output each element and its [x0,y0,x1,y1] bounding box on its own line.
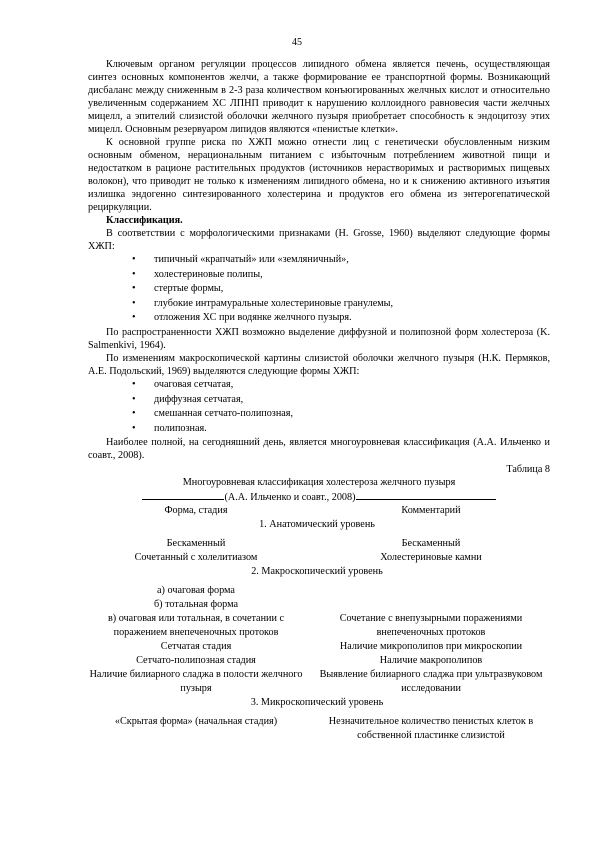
table-row [82,654,552,668]
table-cell-form: «Скрытая форма» (начальная стадия) [114,716,278,728]
table-cell-comment: Холестериновые камни [380,552,482,564]
table-cell-comment [310,584,552,598]
column-header-form: Форма, стадия [164,505,228,517]
paragraph-risk-group: К основной группе риска по ХЖП можно отнести лиц с генетически обусловленным низким основным обменом, нерациональным питанием с избыточным потреблением животной пищи и недостатком в рационе растительных продуктов (источников нерастворимых и растворимых пищевых волокон), что приводит не только к изменениям липидного обмена, но и к снижению активного изъятия излишка эндогенно синтезированного холестерина и продуктов его обмена из энтерогепатической рециркуляции. [88,137,550,213]
table-header-row [82,504,552,518]
table-row [82,598,552,612]
table-cell-form: б) тотальная форма [153,599,239,611]
table-row [82,584,552,598]
paragraph-salmenkivi: По распространенности ХЖП возможно выделение диффузной и полипозной форм холестероза (K. Salmenkivi, 1964). [88,326,550,351]
list-item: • диффузная сетчатая, [154,393,550,408]
page-content [88,58,550,743]
table-cell-form: в) очаговая или тотальная, в сочетании с поражением внепеченочных протоков [107,613,285,639]
table-label: Таблица 8 [506,464,550,476]
section-microscopic-level: 3. Микроскопический уровень [250,697,384,709]
list-item: • стертые формы, [154,282,550,297]
table-cell-form: Сетчато-полипозная стадия [136,655,256,667]
list-item: • полипозная. [154,422,550,437]
table-cell-comment: Незначительное количество пенистых клеток в собственной пластинке слизистой [328,716,534,742]
caption-rule-right [356,489,496,500]
table-cell-comment: Выявление билиарного сладжа при ультразвуковом исследовании [319,669,543,695]
paragraph-ilchenko: Наиболее полной, на сегодняшний день, является многоуровневая классификация (А.А. Ильченко и соавт., 2008). [88,437,550,462]
caption-rule-left [142,489,224,500]
table-cell-comment: Наличие макрополипов [379,655,483,667]
table-cell-form: Бескаменный [166,538,226,550]
section-heading-classification: Классификация. [106,215,183,226]
list-item: • смешанная сетчато-полипозная, [154,407,550,422]
column-header-comment: Комментарий [401,505,461,517]
list-item: • очаговая сетчатая, [154,378,550,393]
table-cell-form: Сочетанный с холелитиазом [134,552,258,564]
table-cell-comment: Сочетание с внепузырными поражениями внепеченочных протоков [339,613,523,639]
paragraph-grosse-intro: В соответствии с морфологическими признаками (H. Grosse, 1960) выделяют следующие формы ХЖП: [88,228,550,252]
classification-table [82,504,552,743]
section-macroscopic-level: 2. Макроскопический уровень [251,566,383,578]
paragraph-lipid-regulation: Ключевым органом регуляции процессов липидного обмена является печень, осуществляющая синтез основных компонентов желчи, а также формирование ее транспортной формы. Возникающий дисбаланс между сниженным в 2-3 раза количеством конъюгированных желчных кислот и относительно увеличенным содержанием ХС ЛПНП приводит к нарушению коллоидного равновесия части желчных мицелл, а эпителий слизистой оболочки желчного пузыря приобретает способность к эндоцитозу этих мицелл. Основным резервуаром липидов являются «пенистые клетки». [88,59,550,135]
table-cell-comment: Наличие микрополипов при микроскопии [339,641,523,653]
grosse-forms-list [88,253,550,326]
table-cell-comment [310,598,552,612]
table-cell-form: Сетчатая стадия [160,641,232,653]
table-row [82,551,552,565]
list-item: • отложения ХС при водянке желчного пузыря. [154,311,550,326]
table-row [82,537,552,551]
table-caption: Многоуровневая классификация холестероза желчного пузыря [182,477,456,489]
table-caption-author: (А.А. Ильченко и соавт., 2008) [224,492,356,504]
paragraph-permyakov-intro: По изменениям макроскопической картины слизистой оболочки желчного пузыря (Н.К. Пермяков, А.Е. Подольский, 1969) выделяются следующие формы ХЖП: [88,352,550,377]
table-cell-form: Наличие билиарного сладжа в полости желчного пузыря [89,669,303,695]
table-row [82,668,552,696]
table-cell-comment: Бескаменный [401,538,461,550]
table-row [82,612,552,640]
list-item: • типичный «крапчатый» или «земляничный», [154,253,550,268]
table-row [82,715,552,743]
table-caption-source [88,489,550,504]
page-number: 45 [292,37,302,48]
list-item: • холестериновые полипы, [154,268,550,283]
section-anatomical-level: 1. Анатомический уровень [259,519,375,531]
macroscopic-forms-list [88,378,550,436]
list-item: • глубокие интрамуральные холестериновые гранулемы, [154,297,550,312]
table-row [82,640,552,654]
table-cell-form: а) очаговая форма [157,585,235,597]
